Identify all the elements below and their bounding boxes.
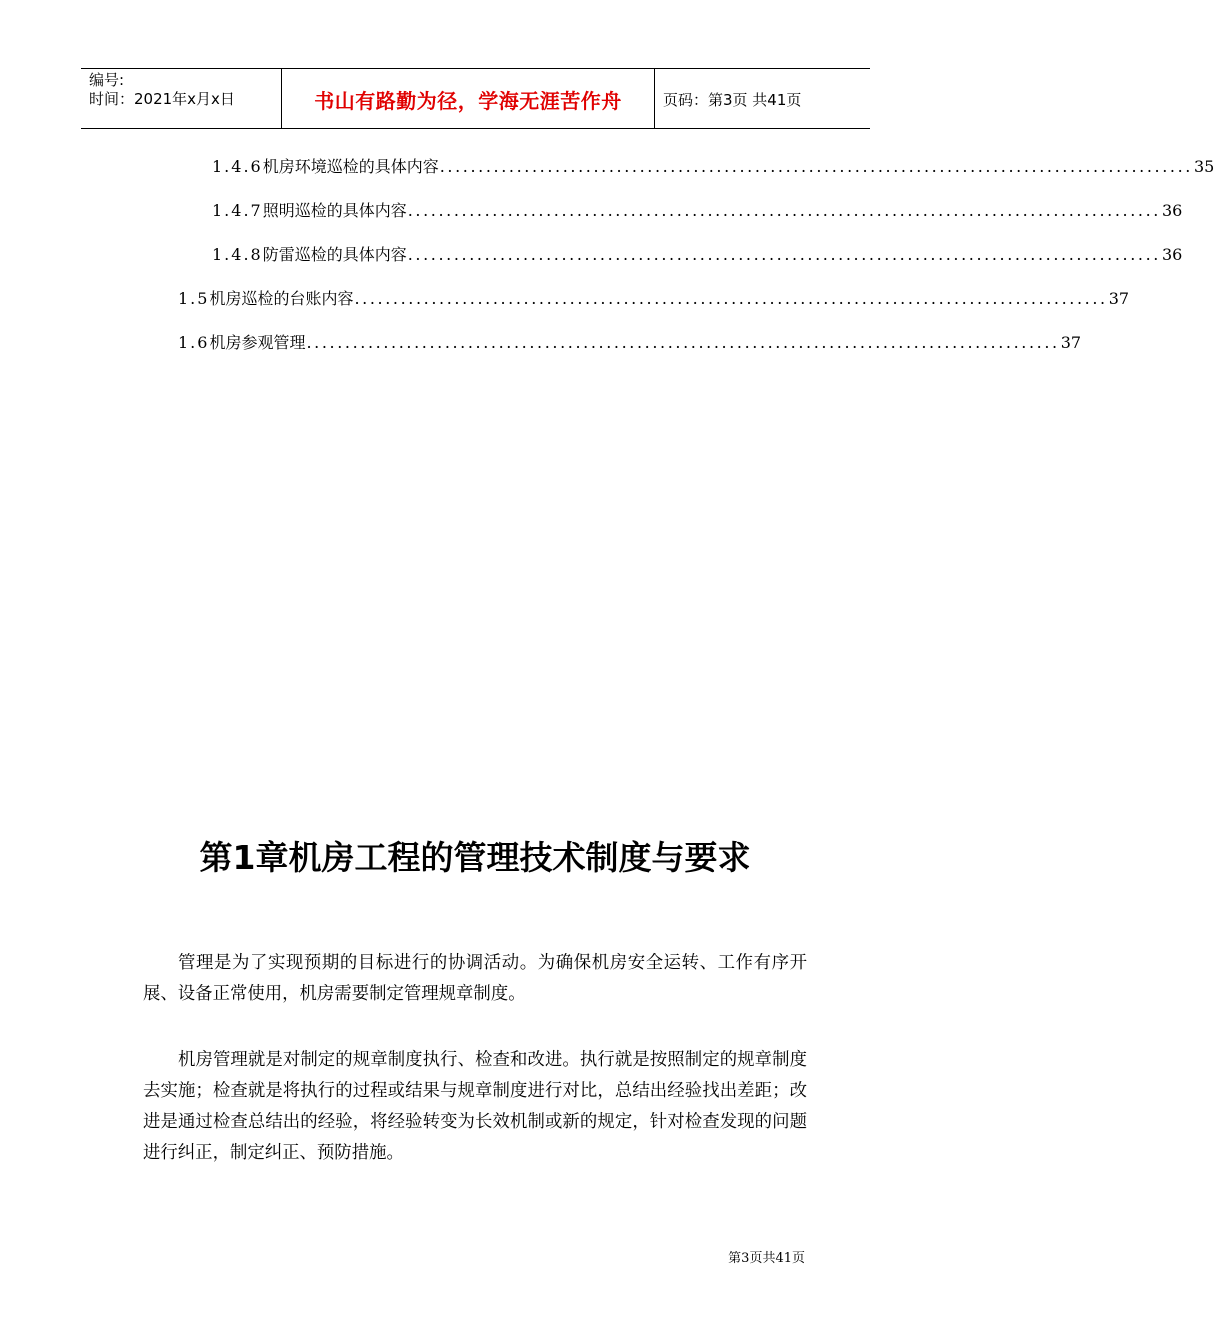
toc-entry-page: 37 <box>1108 289 1130 308</box>
body-paragraph: 管理是为了实现预期的目标进行的协调活动。为确保机房安全运转、工作有序开展、设备正常使用，机房需要制定管理规章制度。 <box>143 953 807 1004</box>
toc-entry[interactable] <box>212 155 1214 179</box>
toc-entry-number: 1.4.6 <box>212 157 263 176</box>
toc-entry-title: 机房参观管理 <box>209 333 306 352</box>
body-paragraph: 机房管理就是对制定的规章制度执行、检查和改进。执行就是按照制定的规章制度去实施；检查就是将执行的过程或结果与规章制度进行对比，总结出经验找出差距；改进是通过检查总结出的经验，将经验转变为长效机制或新的规定，针对检查发现的问题进行纠正，制定纠正、预防措施。 <box>143 1050 807 1163</box>
toc-entry-title: 机房巡检的台账内容 <box>209 289 354 308</box>
toc-entry[interactable] <box>178 331 1082 355</box>
toc-leader-dots: .................................................................................................. <box>354 289 1108 308</box>
toc-entry-title: 机房环境巡检的具体内容 <box>262 157 439 176</box>
toc-entry-number: 1.6 <box>178 333 210 352</box>
toc-leader-dots: .................................................................................................. <box>306 333 1060 352</box>
toc-entry-number: 1.5 <box>178 289 210 308</box>
toc-leader-dots: .................................................................................................. <box>407 245 1161 264</box>
page-footer-number: 第3页共41页 <box>728 1251 805 1266</box>
toc-entry[interactable] <box>178 287 1130 311</box>
toc-entry-page: 35 <box>1193 157 1214 176</box>
toc-entry-number: 1.4.7 <box>212 201 263 220</box>
header-meta <box>89 71 235 109</box>
toc-entry-page: 36 <box>1161 245 1183 264</box>
toc-leader-dots: .................................................................................................. <box>407 201 1161 220</box>
toc-entry-page: 37 <box>1060 333 1082 352</box>
toc-leader-dots: .................................................................................................. <box>439 157 1193 176</box>
toc-entry-page: 36 <box>1161 201 1183 220</box>
toc-entry-title: 防雷巡检的具体内容 <box>262 245 407 264</box>
toc-entry[interactable] <box>212 243 1183 267</box>
header-divider <box>654 69 655 129</box>
document-date-label: 时间：2021年x月x日 <box>89 90 235 108</box>
chapter-title: 第1章机房工程的管理技术制度与要求 <box>199 838 751 877</box>
page-header <box>81 68 870 129</box>
toc-entry-title: 照明巡检的具体内容 <box>262 201 407 220</box>
header-motto: 书山有路勤为径，学海无涯苦作舟 <box>314 88 622 113</box>
toc-entry[interactable] <box>212 199 1183 223</box>
document-number-label: 编号: <box>89 71 125 89</box>
toc-entry-number: 1.4.8 <box>212 245 263 264</box>
header-page-number: 页码：第3页 共41页 <box>663 90 802 109</box>
